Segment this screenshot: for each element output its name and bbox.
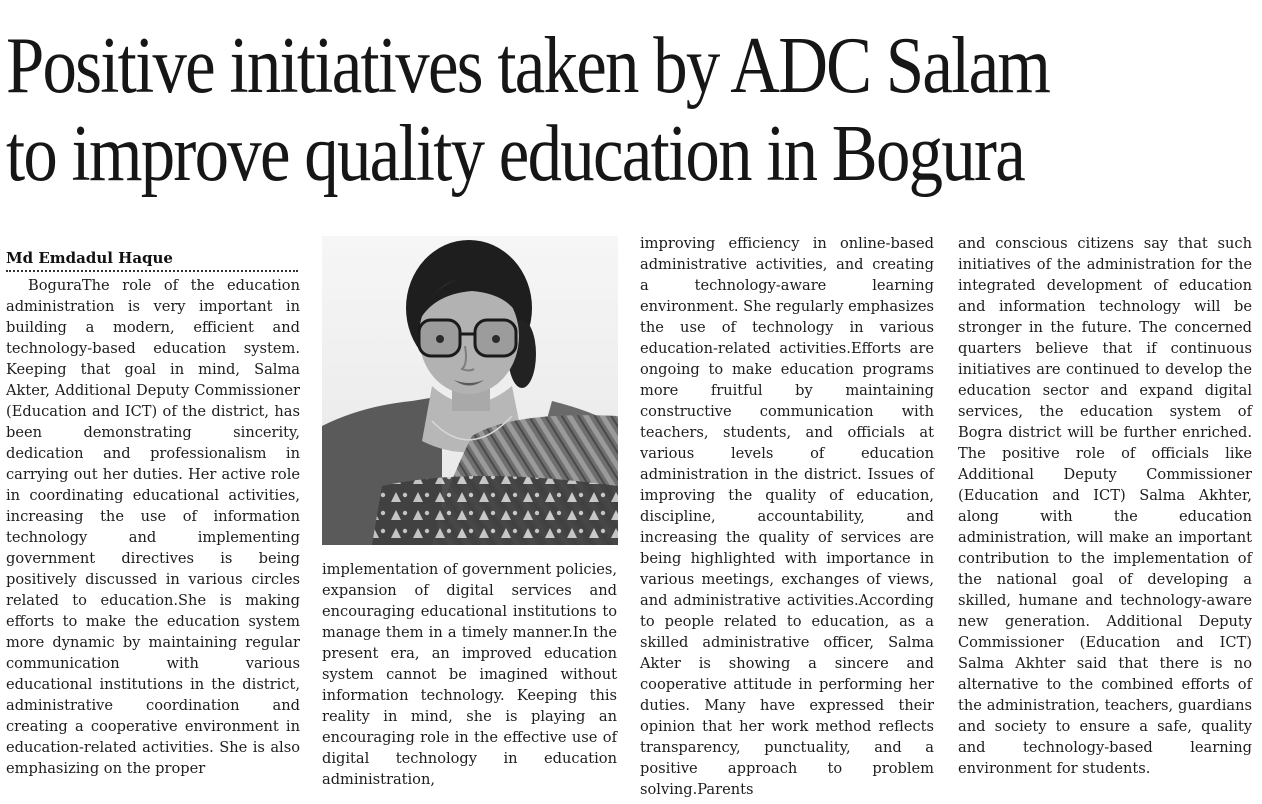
headline-line-1: Positive initiatives taken by ADC Salam <box>6 22 1050 110</box>
article-column-1: BoguraThe role of the education administration is very important in building a modern, efficient and technology-based education system. Keeping that goal in mind, Salma Akter, Additional Deputy Commissioner (Education and ICT) of the district, has been demonstrating sincerity, dedication and professionalism in carrying out her duties. Her active role in coordinating educational activities, increasing the use of information technology and implementing government directives is being positively discussed in various circles related to education.She is making efforts to make the education system more dynamic by maintaining regular communication with various educational institutions in the district, administrative coordination and creating a cooperative environment in education-related activities. She is also emphasizing on the proper <box>6 277 300 777</box>
headline-line-2: to improve quality education in Bogura <box>6 110 1025 198</box>
article-column-3: improving efficiency in online-based administrative activities, and creating a technology-aware learning environment. She regularly emphasizes the use of technology in various education-related activities.Efforts are ongoing to make education programs more fruitful by maintaining constructive communication with teachers, students, and officials at various levels of education administration in the district. Issues of improving the quality of education, discipline, accountability, and increasing the quality of services are being highlighted with importance in various meetings, exchanges of views, and administrative activities.According to people related to education, as a skilled administrative officer, Salma Akter is showing a sincere and cooperative attitude in performing her duties. Many have expressed their opinion that her work method reflects transparency, punctuality, and a positive approach to problem solving.Parents <box>640 235 934 798</box>
byline: Md Emdadul Haque <box>6 248 298 272</box>
article-column-2: implementation of government policies, expansion of digital services and encouraging educational institutions to manage them in a timely manner.In the present era, an improved education system cannot be imagined without information technology. Keeping this reality in mind, she is playing an encouraging role in the effective use of digital technology in education administration, <box>322 561 617 788</box>
headline <box>6 22 1081 198</box>
portrait-photo <box>322 236 618 545</box>
article-column-4: and conscious citizens say that such initiatives of the administration for the integrated development of education and information technology will be stronger in the future. The concerned quarters believe that if continuous initiatives are continued to develop the education sector and expand digital services, the education system of Bogra district will be further enriched. The positive role of officials like Additional Deputy Commissioner (Education and ICT) Salma Akhter, along with the education administration, will make an important contribution to the implementation of the national goal of developing a skilled, humane and technology-aware new generation. Additional Deputy Commissioner (Education and ICT) Salma Akhter said that there is no alternative to the combined efforts of the administration, teachers, guardians and society to ensure a safe, quality and technology-based learning environment for students. <box>958 235 1252 777</box>
